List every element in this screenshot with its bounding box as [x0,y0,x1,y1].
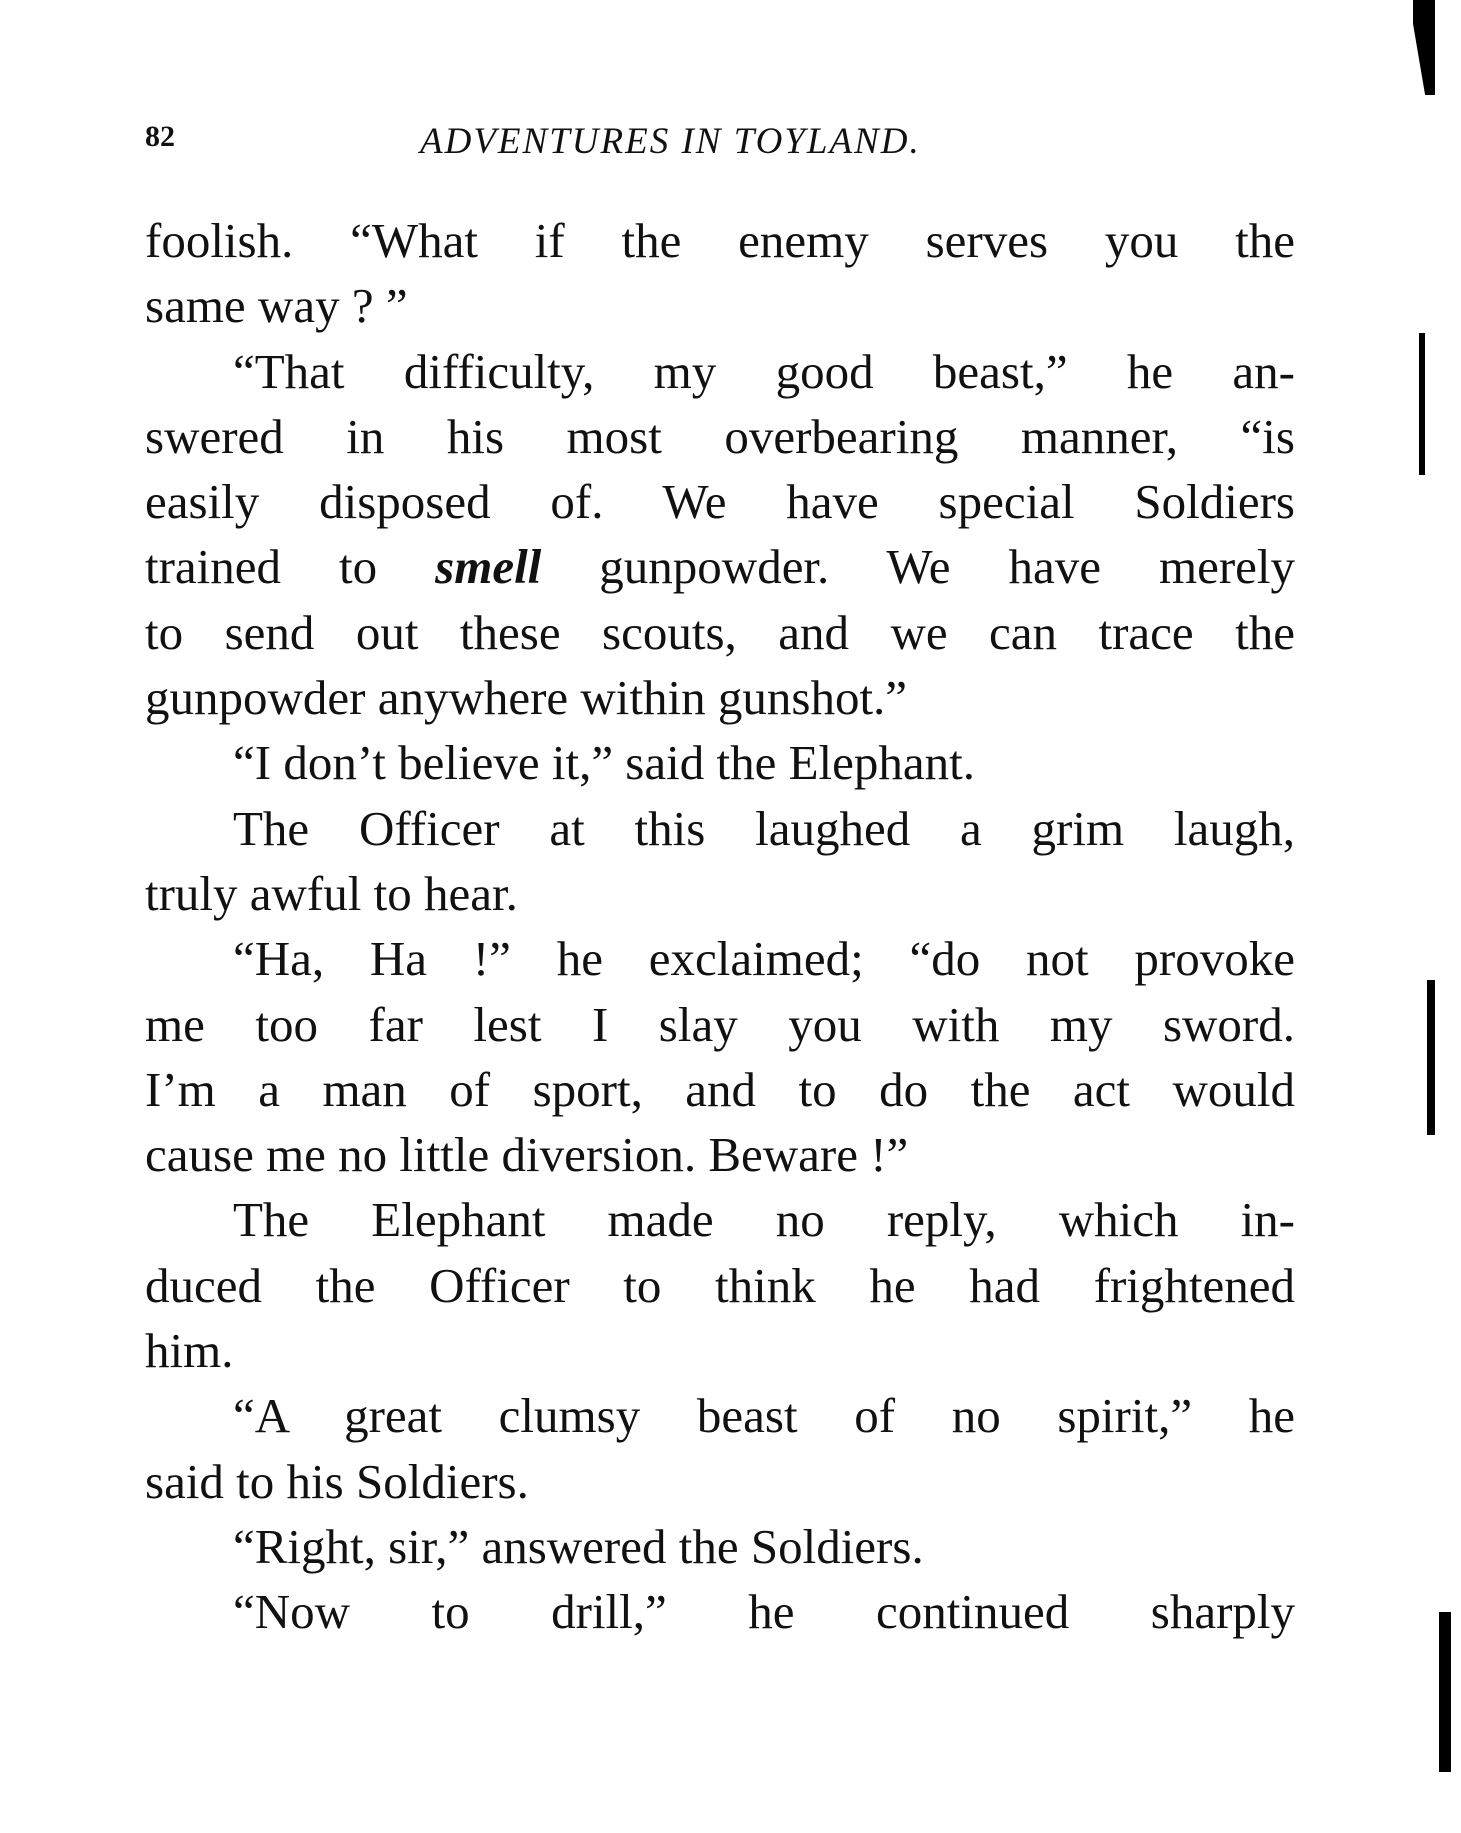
text-line: foolish. “What if the enemy serves you the [145,213,1295,268]
text-line: “Right, sir,” answered the Soldiers. [233,1518,924,1574]
text-line: The Elephant made no reply, which in- [233,1192,1295,1248]
text-line: swered in his most overbearing manner, “is [145,408,1295,464]
text-line: me too far lest I slay you with my sword. [145,996,1295,1052]
text-line: “Now to drill,” he continued sharply [233,1584,1295,1640]
body-text [145,208,1295,1645]
text-line: trained to smell gunpowder. We have merely [145,539,1295,595]
emphasized-word: smell [435,539,542,595]
text-line: said to his Soldiers. [145,1453,529,1509]
running-head [145,120,1295,170]
scan-edge-mark [1427,980,1435,1135]
text-line: duced the Officer to think he had frightened [145,1257,1295,1313]
running-title: ADVENTURES IN TOYLAND. [420,121,921,162]
text-line: same way ? ” [145,278,408,334]
scan-edge-mark [1419,333,1425,475]
text-line: “A great clumsy beast of no spirit,” he [233,1388,1295,1444]
text-line: easily disposed of. We have special Soldiers [145,474,1295,530]
scan-edge-mark [1439,1612,1451,1772]
text-line: “I don’t believe it,” said the Elephant. [233,735,976,791]
text-line: truly awful to hear. [145,865,518,921]
text-line: cause me no little diversion. Beware !” [145,1127,909,1183]
text-line: I’m a man of sport, and to do the act would [145,1061,1295,1117]
text-line: “Ha, Ha !” he exclaimed; “do not provoke [233,931,1295,987]
text-line: him. [145,1323,234,1379]
scan-edge-mark [1413,0,1435,95]
page-number: 82 [145,120,175,153]
text-line: The Officer at this laughed a grim laugh, [233,800,1295,856]
text-line: “That difficulty, my good beast,” he an- [233,343,1295,399]
text-line: gunpowder anywhere within gunshot.” [145,670,908,726]
text-line: to send out these scouts, and we can trace the [145,604,1295,660]
